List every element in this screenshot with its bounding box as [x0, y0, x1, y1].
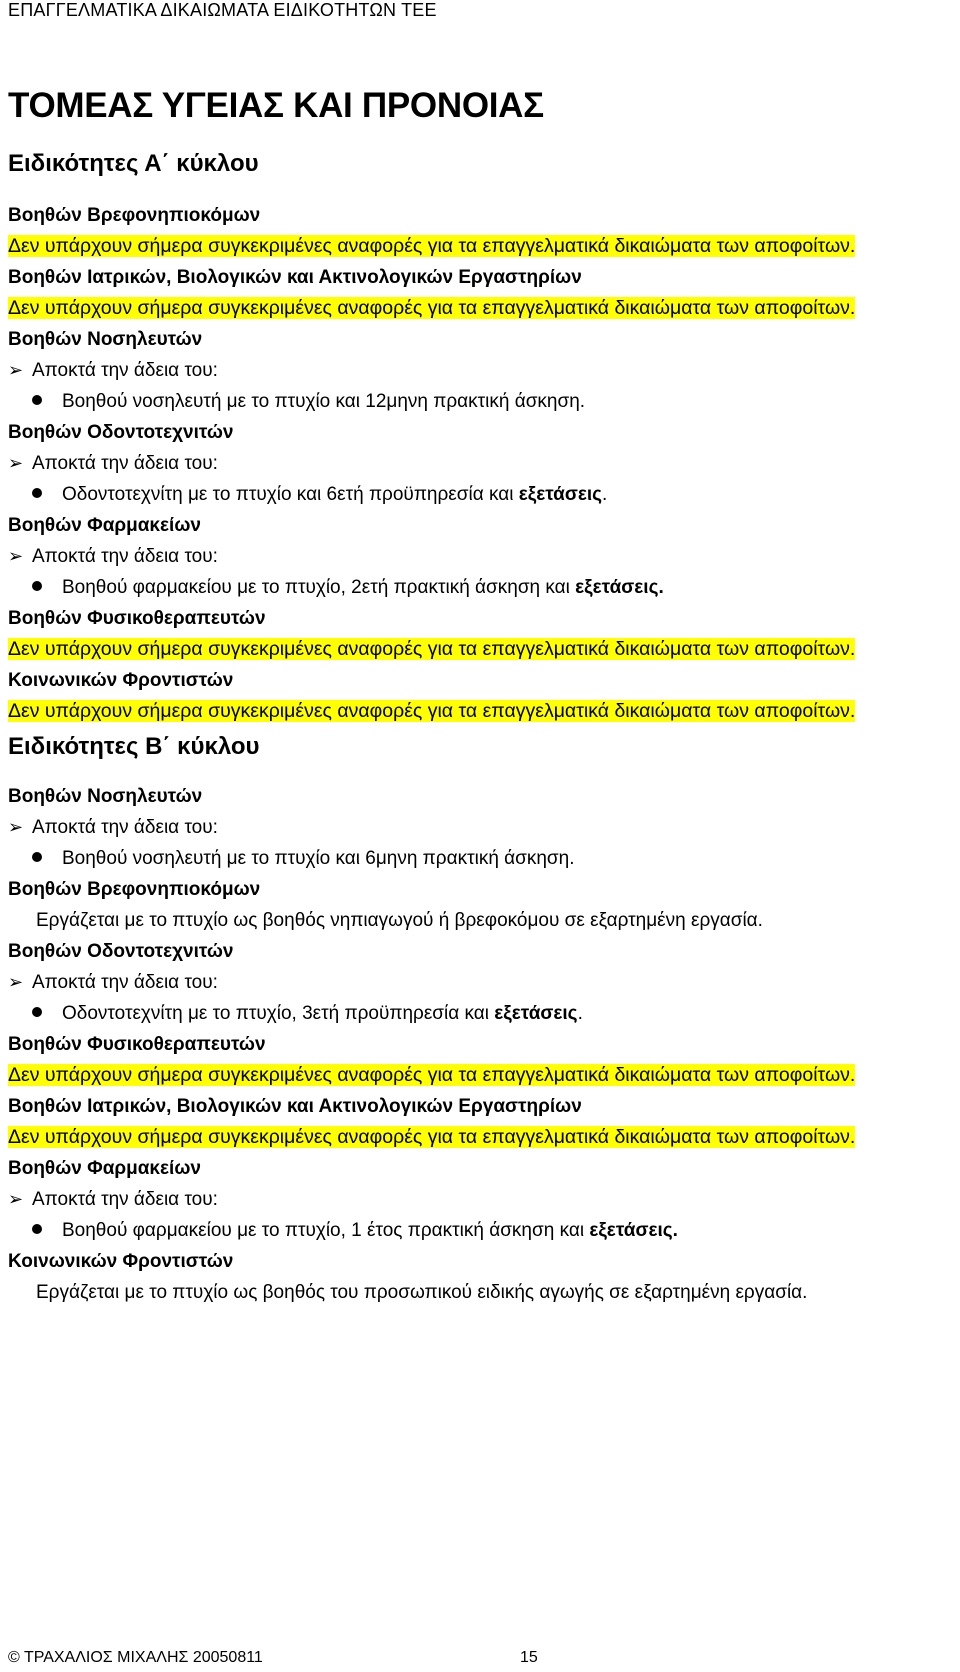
license-detail [8, 572, 958, 603]
specialty-title: Βοηθών Ιατρικών, Βιολογικών και Ακτινολογικών Εργαστηρίων [8, 267, 582, 288]
specialty-title: Βοηθών Οδοντοτεχνιτών [8, 941, 234, 962]
license-line [8, 967, 958, 998]
highlighted-text: Δεν υπάρχουν σήμερα συγκεκριμένες αναφορές για τα επαγγελματικά δικαιώματα των αποφοίτων. [8, 297, 856, 319]
detail-text: Οδοντοτεχνίτη με το πτυχίο και 6ετή προϋπηρεσία και [62, 484, 519, 505]
license-line [8, 1184, 958, 1215]
specialty-title: Κοινωνικών Φροντιστών [8, 1251, 234, 1272]
detail-end: . [577, 1003, 583, 1024]
highlighted-text: Δεν υπάρχουν σήμερα συγκεκριμένες αναφορές για τα επαγγελματικά δικαιώματα των αποφοίτων. [8, 638, 856, 660]
specialty-block [8, 1091, 958, 1153]
highlighted-text: Δεν υπάρχουν σήμερα συγκεκριμένες αναφορές για τα επαγγελματικά δικαιώματα των αποφοίτων. [8, 1126, 856, 1148]
license-intro: Αποκτά την άδεια του: [32, 1189, 218, 1210]
specialty-title: Βοηθών Βρεφονηπιοκόμων [8, 205, 261, 226]
bullet-dot-icon [32, 488, 42, 498]
bullet-dot-icon [32, 1224, 42, 1234]
license-detail [8, 1215, 958, 1246]
running-header: ΕΠΑΓΓΕΛΜΑΤΙΚΑ ΔΙΚΑΙΩΜΑΤΑ ΕΙΔΙΚΟΤΗΤΩΝ ΤΕΕ [8, 0, 437, 20]
arrow-bullet-icon: ➢ [8, 972, 24, 992]
specialty-block [8, 510, 958, 603]
document-body [8, 150, 958, 1308]
arrow-bullet-icon: ➢ [8, 453, 24, 473]
license-line [8, 812, 958, 843]
highlighted-text: Δεν υπάρχουν σήμερα συγκεκριμένες αναφορές για τα επαγγελματικά δικαιώματα των αποφοίτων. [8, 235, 856, 257]
bullet-dot-icon [32, 852, 42, 862]
specialty-block [8, 1153, 958, 1246]
detail-bold-text: εξετάσεις [494, 1003, 578, 1024]
no-rights-notice [8, 1122, 958, 1153]
bullet-dot-icon [32, 1007, 42, 1017]
license-intro: Αποκτά την άδεια του: [32, 817, 218, 838]
detail-text: Βοηθού φαρμακείου με το πτυχίο, 1 έτος πρακτική άσκηση και [62, 1220, 590, 1241]
specialty-block [8, 874, 958, 936]
cycle-b-heading: Ειδικότητες Β΄ κύκλου [8, 733, 260, 760]
specialty-title: Βοηθών Φαρμακείων [8, 515, 201, 536]
specialty-block [8, 417, 958, 510]
license-intro: Αποκτά την άδεια του: [32, 546, 218, 567]
specialty-title: Βοηθών Βρεφονηπιοκόμων [8, 879, 261, 900]
copyright-text: © ΤΡΑΧΑΛΙΟΣ ΜΙΧΑΛΗΣ 20050811 [8, 1649, 263, 1666]
detail-bold-text: εξετάσεις [518, 484, 603, 505]
no-rights-notice [8, 696, 958, 727]
section-title: ΤΟΜΕΑΣ ΥΓΕΙΑΣ ΚΑΙ ΠΡΟΝΟΙΑΣ [8, 86, 544, 125]
specialty-block [8, 1246, 958, 1308]
specialty-block [8, 665, 958, 727]
detail-bold-text: εξετάσεις. [575, 577, 664, 598]
license-line [8, 355, 958, 386]
no-rights-notice [8, 1060, 958, 1091]
detail-text: Οδοντοτεχνίτη με το πτυχίο, 3ετή προϋπηρεσία και [62, 1003, 495, 1024]
detail-text: Βοηθού φαρμακείου με το πτυχίο, 2ετή πρακτική άσκηση και [62, 577, 576, 598]
specialty-block [8, 200, 958, 262]
arrow-bullet-icon: ➢ [8, 360, 24, 380]
specialty-block [8, 262, 958, 324]
specialty-title: Βοηθών Οδοντοτεχνιτών [8, 422, 234, 443]
specialty-title: Κοινωνικών Φροντιστών [8, 670, 234, 691]
bullet-dot-icon [32, 581, 42, 591]
page-number: 15 [520, 1649, 538, 1666]
license-line [8, 541, 958, 572]
specialty-title: Βοηθών Φαρμακείων [8, 1158, 201, 1179]
license-detail [8, 479, 958, 510]
specialty-block [8, 781, 958, 874]
license-line [8, 448, 958, 479]
specialty-title: Βοηθών Νοσηλευτών [8, 329, 203, 350]
cycle-a-heading: Ειδικότητες Α΄ κύκλου [8, 150, 259, 177]
no-rights-notice [8, 293, 958, 324]
specialty-title: Βοηθών Φυσικοθεραπευτών [8, 608, 266, 629]
no-rights-notice [8, 634, 958, 665]
arrow-bullet-icon: ➢ [8, 817, 24, 837]
license-detail [8, 843, 958, 874]
license-detail [8, 998, 958, 1029]
license-detail [8, 386, 958, 417]
arrow-bullet-icon: ➢ [8, 1189, 24, 1209]
highlighted-text: Δεν υπάρχουν σήμερα συγκεκριμένες αναφορές για τα επαγγελματικά δικαιώματα των αποφοίτων. [8, 700, 856, 722]
license-intro: Αποκτά την άδεια του: [32, 360, 218, 381]
specialty-title: Βοηθών Φυσικοθεραπευτών [8, 1034, 266, 1055]
specialty-title: Βοηθών Νοσηλευτών [8, 786, 203, 807]
specialty-block [8, 936, 958, 1029]
employment-note: Εργάζεται με το πτυχίο ως βοηθός νηπιαγωγού ή βρεφοκόμου σε εξαρτημένη εργασία. [36, 910, 763, 931]
detail-text: Βοηθού νοσηλευτή με το πτυχίο και 6μηνη πρακτική άσκηση. [62, 848, 575, 869]
specialty-block [8, 603, 958, 665]
license-intro: Αποκτά την άδεια του: [32, 453, 218, 474]
page-footer [8, 1648, 948, 1668]
specialty-block [8, 324, 958, 417]
specialty-block [8, 1029, 958, 1091]
employment-note: Εργάζεται με το πτυχίο ως βοηθός του προσωπικού ειδικής αγωγής σε εξαρτημένη εργασία. [36, 1282, 808, 1303]
no-rights-notice [8, 231, 958, 262]
detail-end: . [602, 484, 608, 505]
arrow-bullet-icon: ➢ [8, 546, 24, 566]
license-intro: Αποκτά την άδεια του: [32, 972, 218, 993]
specialty-title: Βοηθών Ιατρικών, Βιολογικών και Ακτινολογικών Εργαστηρίων [8, 1096, 582, 1117]
bullet-dot-icon [32, 395, 42, 405]
detail-text: Βοηθού νοσηλευτή με το πτυχίο και 12μηνη πρακτική άσκηση. [62, 391, 586, 412]
highlighted-text: Δεν υπάρχουν σήμερα συγκεκριμένες αναφορές για τα επαγγελματικά δικαιώματα των αποφοίτων. [8, 1064, 856, 1086]
detail-bold-text: εξετάσεις. [589, 1220, 678, 1241]
